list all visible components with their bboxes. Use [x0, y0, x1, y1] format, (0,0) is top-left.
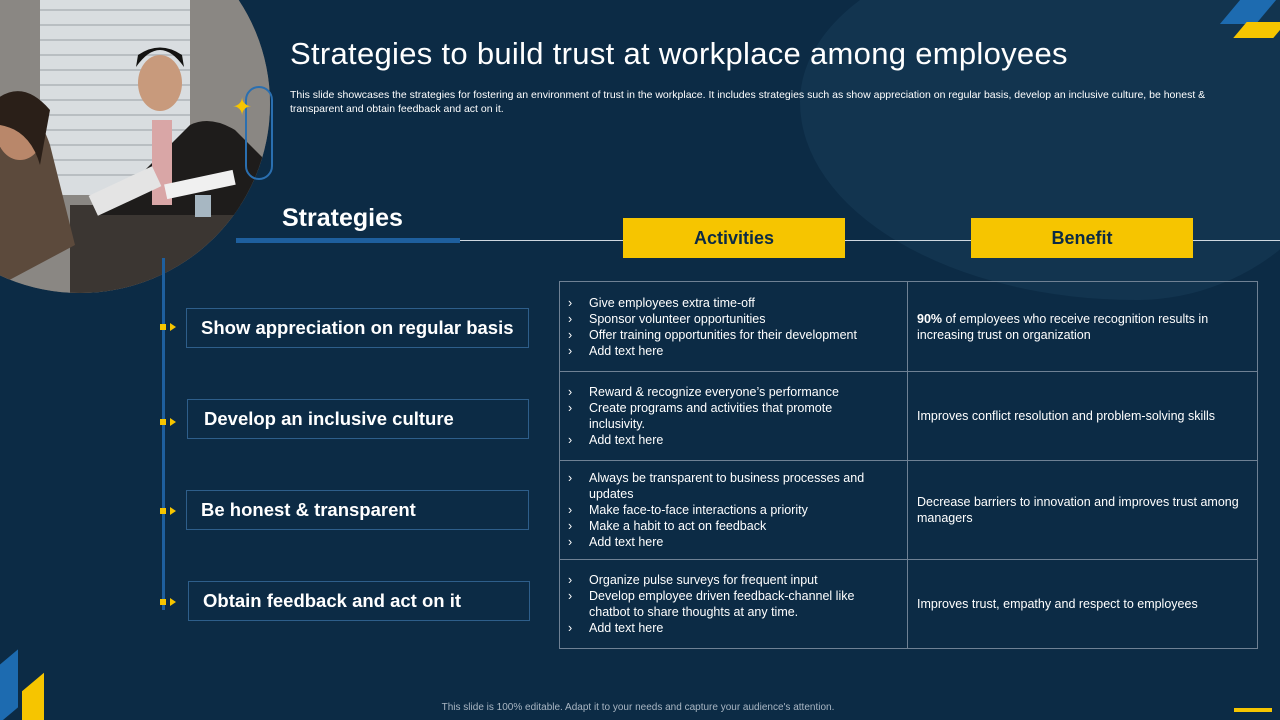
- table-row: [560, 282, 1258, 372]
- strategy-table: [559, 281, 1258, 649]
- bullet-chevron-icon: › Add text here: [568, 620, 885, 636]
- bullet-chevron-icon: › Reward & recognize everyone’s performance: [568, 384, 885, 400]
- table-row: [560, 560, 1258, 649]
- strategy-inclusive-culture: Develop an inclusive culture: [187, 399, 529, 439]
- activities-cell: [560, 560, 908, 649]
- meeting-photo: [0, 0, 270, 293]
- activity-list: [568, 470, 885, 550]
- bullet-chevron-icon: › Make face-to-face interactions a priority: [568, 502, 885, 518]
- bullet-chevron-icon: › Give employees extra time-off: [568, 295, 885, 311]
- benefit-text: of employees who receive recognition results in increasing trust on organization: [917, 311, 1209, 342]
- arrow-marker-icon: [160, 417, 178, 427]
- activities-cell: [560, 372, 908, 461]
- activity-list: [568, 295, 885, 359]
- benefit-cell: Improves conflict resolution and problem-solving skills: [908, 372, 1258, 461]
- activity-list: [568, 384, 885, 448]
- page-subtitle: This slide showcases the strategies for fostering an environment of trust in the workplace. It includes strategies such as show appreciation on regular basis, develop an inclusive culture, be honest & transparent and obtain feedback and act on it.: [290, 89, 1206, 115]
- activities-cell: [560, 461, 908, 560]
- bullet-chevron-icon: › Sponsor volunteer opportunities: [568, 311, 885, 327]
- sparkle-icon: ✦: [232, 94, 253, 121]
- strategy-honest-transparent: Be honest & transparent: [186, 490, 529, 530]
- benefit-highlight: 90%: [917, 311, 943, 326]
- arrow-marker-icon: [160, 506, 178, 516]
- arrow-marker-icon: [160, 597, 178, 607]
- arrow-marker-icon: [160, 322, 178, 332]
- activity-list: [568, 572, 885, 636]
- activities-header: Activities: [623, 218, 845, 258]
- benefit-header: Benefit: [971, 218, 1193, 258]
- bullet-chevron-icon: › Add text here: [568, 432, 885, 448]
- strategy-show-appreciation: Show appreciation on regular basis: [186, 308, 529, 348]
- bullet-chevron-icon: › Offer training opportunities for their development: [568, 327, 885, 343]
- bullet-chevron-icon: › Develop employee driven feedback-channel like chatbot to share thoughts at any time.: [568, 588, 885, 620]
- footer-note: This slide is 100% editable. Adapt it to your needs and capture your audience's attention.: [441, 702, 835, 713]
- activities-cell: [560, 282, 908, 372]
- strategy-obtain-feedback: Obtain feedback and act on it: [188, 581, 530, 621]
- bullet-chevron-icon: › Add text here: [568, 534, 885, 550]
- heading-underline: [236, 238, 460, 243]
- page-title: Strategies to build trust at workplace among employees: [290, 36, 1068, 71]
- bullet-chevron-icon: › Organize pulse surveys for frequent input: [568, 572, 885, 588]
- table-row: [560, 461, 1258, 560]
- bullet-chevron-icon: › Always be transparent to business processes and updates: [568, 470, 885, 502]
- table-row: [560, 372, 1258, 461]
- benefit-cell: [908, 282, 1258, 372]
- benefit-cell: Improves trust, empathy and respect to employees: [908, 560, 1258, 649]
- benefit-cell: Decrease barriers to innovation and improves trust among managers: [908, 461, 1258, 560]
- bullet-chevron-icon: › Create programs and activities that promote inclusivity.: [568, 400, 885, 432]
- bullet-chevron-icon: › Add text here: [568, 343, 885, 359]
- timeline-line: [162, 258, 165, 610]
- bullet-chevron-icon: › Make a habit to act on feedback: [568, 518, 885, 534]
- strategies-heading: Strategies: [282, 204, 403, 232]
